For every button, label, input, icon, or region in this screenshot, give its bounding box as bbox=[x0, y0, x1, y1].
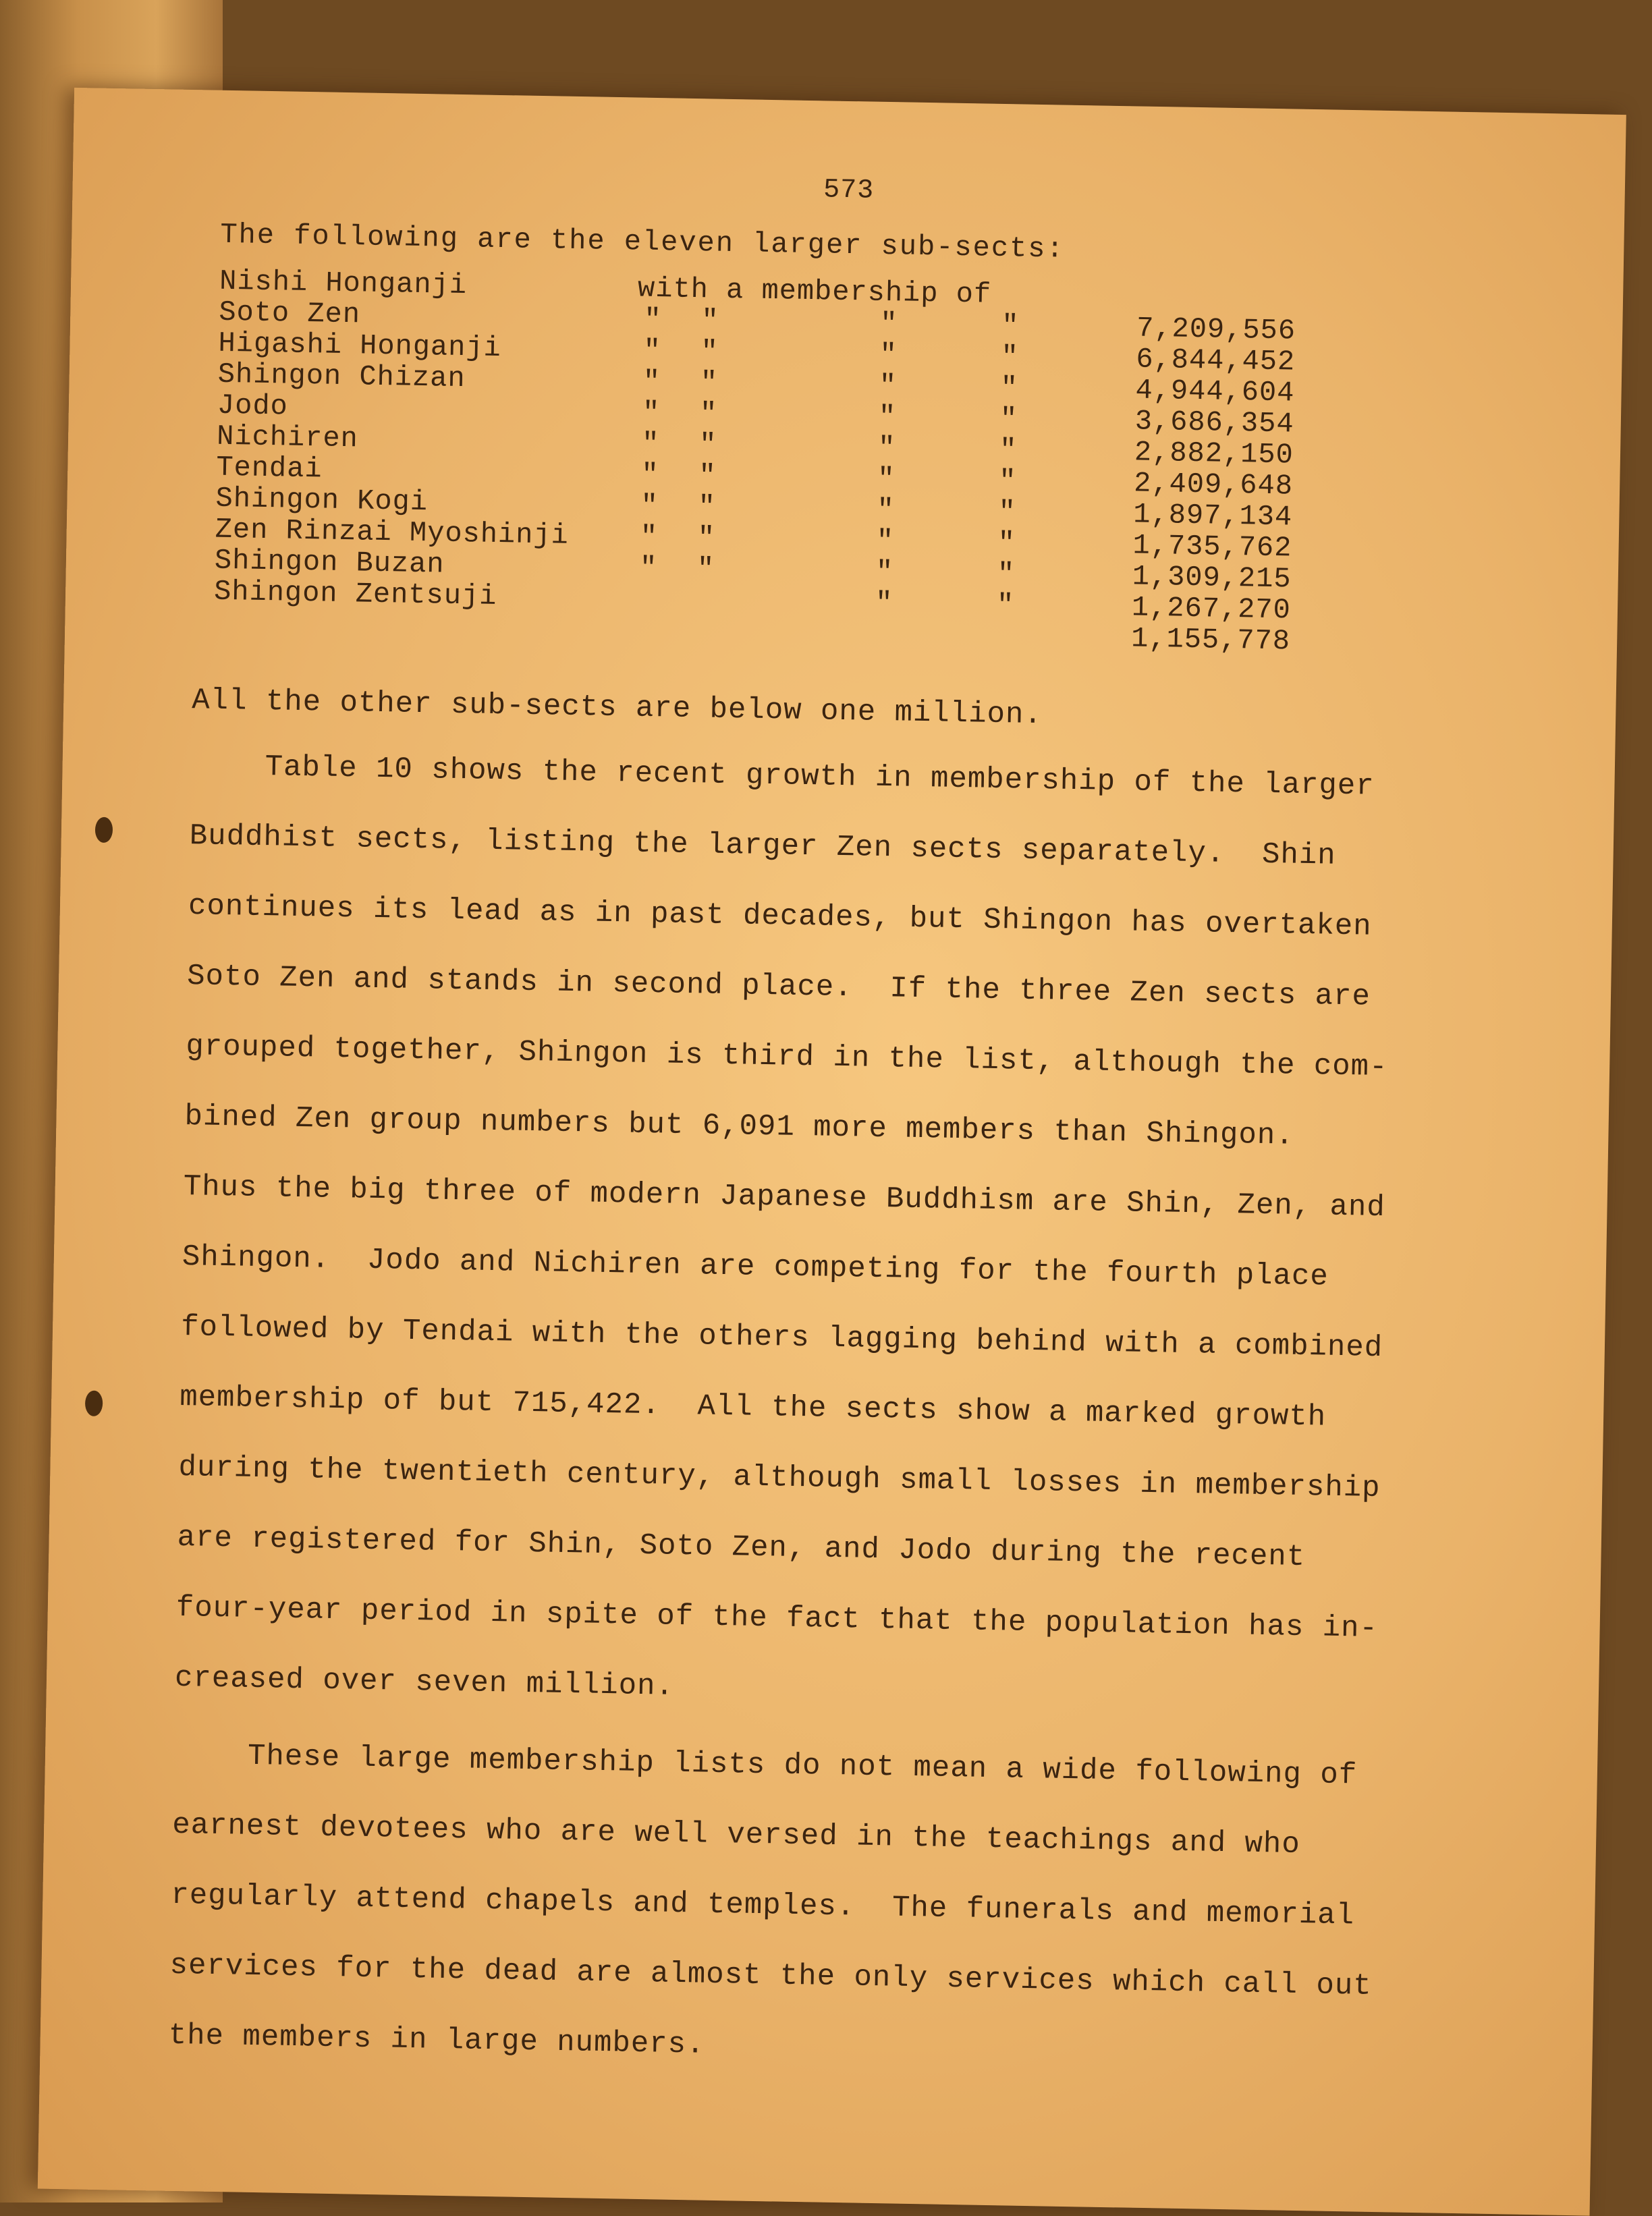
ditto-mark: " bbox=[879, 307, 898, 341]
text-line: continues its lead as in past decades, but Shingon has overtaken bbox=[188, 889, 1373, 944]
member-count: 7,209,556 bbox=[1136, 312, 1296, 348]
sect-name: Nishi Honganji bbox=[219, 265, 468, 302]
ditto-mark: " bbox=[643, 303, 662, 337]
sect-name: Jodo bbox=[217, 389, 289, 423]
ditto-mark: " bbox=[997, 495, 1017, 529]
member-count: 1,309,215 bbox=[1132, 560, 1292, 596]
member-count: 1,155,778 bbox=[1130, 622, 1291, 658]
ditto-mark: " bbox=[640, 520, 659, 554]
ditto-mark: " bbox=[640, 458, 659, 492]
sect-name: Nichiren bbox=[216, 420, 359, 455]
member-count: 4,944,604 bbox=[1135, 374, 1295, 410]
membership-count-column bbox=[1131, 312, 1296, 657]
sect-name-column bbox=[214, 266, 574, 613]
ditto-mark: " bbox=[875, 586, 893, 620]
sect-name: Higashi Honganji bbox=[218, 327, 502, 365]
ditto-mark: " bbox=[700, 335, 719, 368]
binding-hole-bottom bbox=[85, 1391, 103, 1416]
member-count: 3,686,354 bbox=[1134, 405, 1295, 441]
ditto-mark: " bbox=[698, 491, 717, 524]
sect-membership-table bbox=[213, 266, 1434, 665]
text-line: bined Zen group numbers but 6,091 more members than Shingon. bbox=[184, 1100, 1295, 1153]
table-intro: The following are the eleven larger sub-sects: bbox=[219, 218, 1066, 266]
text-line: Soto Zen and stands in second place. If the three Zen sects are bbox=[186, 960, 1371, 1014]
text-line: Shingon. Jodo and Nichiren are competing for the fourth place bbox=[182, 1240, 1329, 1294]
member-count: 2,882,150 bbox=[1134, 436, 1294, 472]
member-count: 6,844,452 bbox=[1135, 343, 1296, 379]
text-line: are registered for Shin, Soto Zen, and Jodo during the recent bbox=[177, 1520, 1306, 1575]
sect-name: Soto Zen bbox=[218, 296, 361, 331]
ditto-mark: " bbox=[878, 400, 897, 434]
member-count: 1,267,270 bbox=[1131, 591, 1292, 627]
ditto-mark: " bbox=[641, 427, 660, 461]
sect-name: Zen Rinzai Myoshinji bbox=[215, 513, 570, 552]
text-line: membership of but 715,422. All the sects show a marked growth bbox=[179, 1380, 1327, 1435]
body-text bbox=[168, 670, 1576, 2095]
ditto-mark: " bbox=[879, 369, 898, 403]
ditto-mark: " bbox=[875, 555, 894, 589]
sect-name: Tendai bbox=[215, 451, 323, 486]
page-number: 573 bbox=[823, 175, 875, 206]
member-count: 2,409,648 bbox=[1133, 467, 1294, 503]
ditto-mark: " bbox=[700, 366, 719, 399]
ditto-mark: " bbox=[879, 338, 898, 372]
text-line: Buddhist sects, listing the larger Zen sects separately. Shin bbox=[189, 819, 1337, 873]
text-line: services for the dead are almost the only services which call out bbox=[169, 1948, 1373, 2003]
ditto-mark: " bbox=[639, 551, 658, 585]
ditto-mark: " bbox=[642, 365, 661, 399]
ditto-mark: " bbox=[1001, 309, 1020, 343]
ditto-mark: " bbox=[876, 524, 895, 558]
text-line: creased over seven million. bbox=[174, 1661, 675, 1704]
sect-name: Shingon Zentsuji bbox=[213, 575, 497, 613]
ditto-mark: " bbox=[696, 553, 715, 586]
text-line: These large membership lists do not mean a wide following of bbox=[247, 1739, 1358, 1793]
text-line: earnest devotees who are well versed in the teachings and who bbox=[171, 1808, 1301, 1862]
binding-hole-top bbox=[95, 817, 113, 843]
sect-name: Shingon Kogi bbox=[215, 482, 429, 519]
ditto-mark: " bbox=[999, 433, 1018, 467]
ditto-marks-column bbox=[632, 304, 1124, 623]
ditto-mark: " bbox=[997, 557, 1016, 591]
ditto-mark: " bbox=[643, 334, 662, 368]
ditto-mark: " bbox=[997, 526, 1016, 560]
member-count: 1,897,134 bbox=[1132, 498, 1293, 534]
ditto-mark: " bbox=[642, 396, 661, 430]
ditto-mark: " bbox=[697, 522, 716, 555]
member-count: 1,735,762 bbox=[1132, 529, 1292, 565]
text-line: during the twentieth century, although small losses in membership bbox=[178, 1450, 1381, 1506]
sect-name: Shingon Buzan bbox=[214, 544, 445, 581]
ditto-mark: " bbox=[877, 493, 896, 527]
ditto-mark: " bbox=[996, 588, 1015, 622]
text-line: Thus the big three of modern Japanese Buddhism are Shin, Zen, and bbox=[183, 1170, 1386, 1225]
ditto-mark: " bbox=[999, 402, 1018, 436]
text-line: four-year period in spite of the fact that the population has in- bbox=[175, 1590, 1379, 1646]
text-line: Table 10 shows the recent growth in membership of the larger bbox=[265, 750, 1375, 804]
text-line: regularly attend chapels and temples. The funerals and memorial bbox=[171, 1878, 1355, 1933]
text-line: followed by Tendai with the others lagging behind with a combined bbox=[180, 1310, 1383, 1366]
text-line: the members in large numbers. bbox=[168, 2018, 705, 2062]
text-line: All the other sub-sects are below one million. bbox=[191, 684, 1043, 733]
ditto-mark: " bbox=[640, 489, 659, 523]
ditto-mark: " bbox=[699, 397, 718, 431]
text-line: grouped together, Shingon is third in the list, although the com- bbox=[185, 1030, 1388, 1085]
ditto-mark: " bbox=[877, 462, 896, 496]
ditto-mark: " bbox=[998, 464, 1017, 498]
ditto-mark: " bbox=[700, 304, 719, 337]
ditto-mark: " bbox=[698, 460, 717, 493]
ditto-mark: " bbox=[877, 431, 896, 465]
ditto-mark: " bbox=[698, 428, 717, 462]
book-page bbox=[38, 88, 1626, 2216]
ditto-mark: " bbox=[1001, 340, 1020, 374]
sect-name: Shingon Chizan bbox=[217, 358, 466, 395]
ditto-mark: " bbox=[1000, 371, 1019, 405]
membership-header: with a membership of bbox=[637, 272, 992, 311]
